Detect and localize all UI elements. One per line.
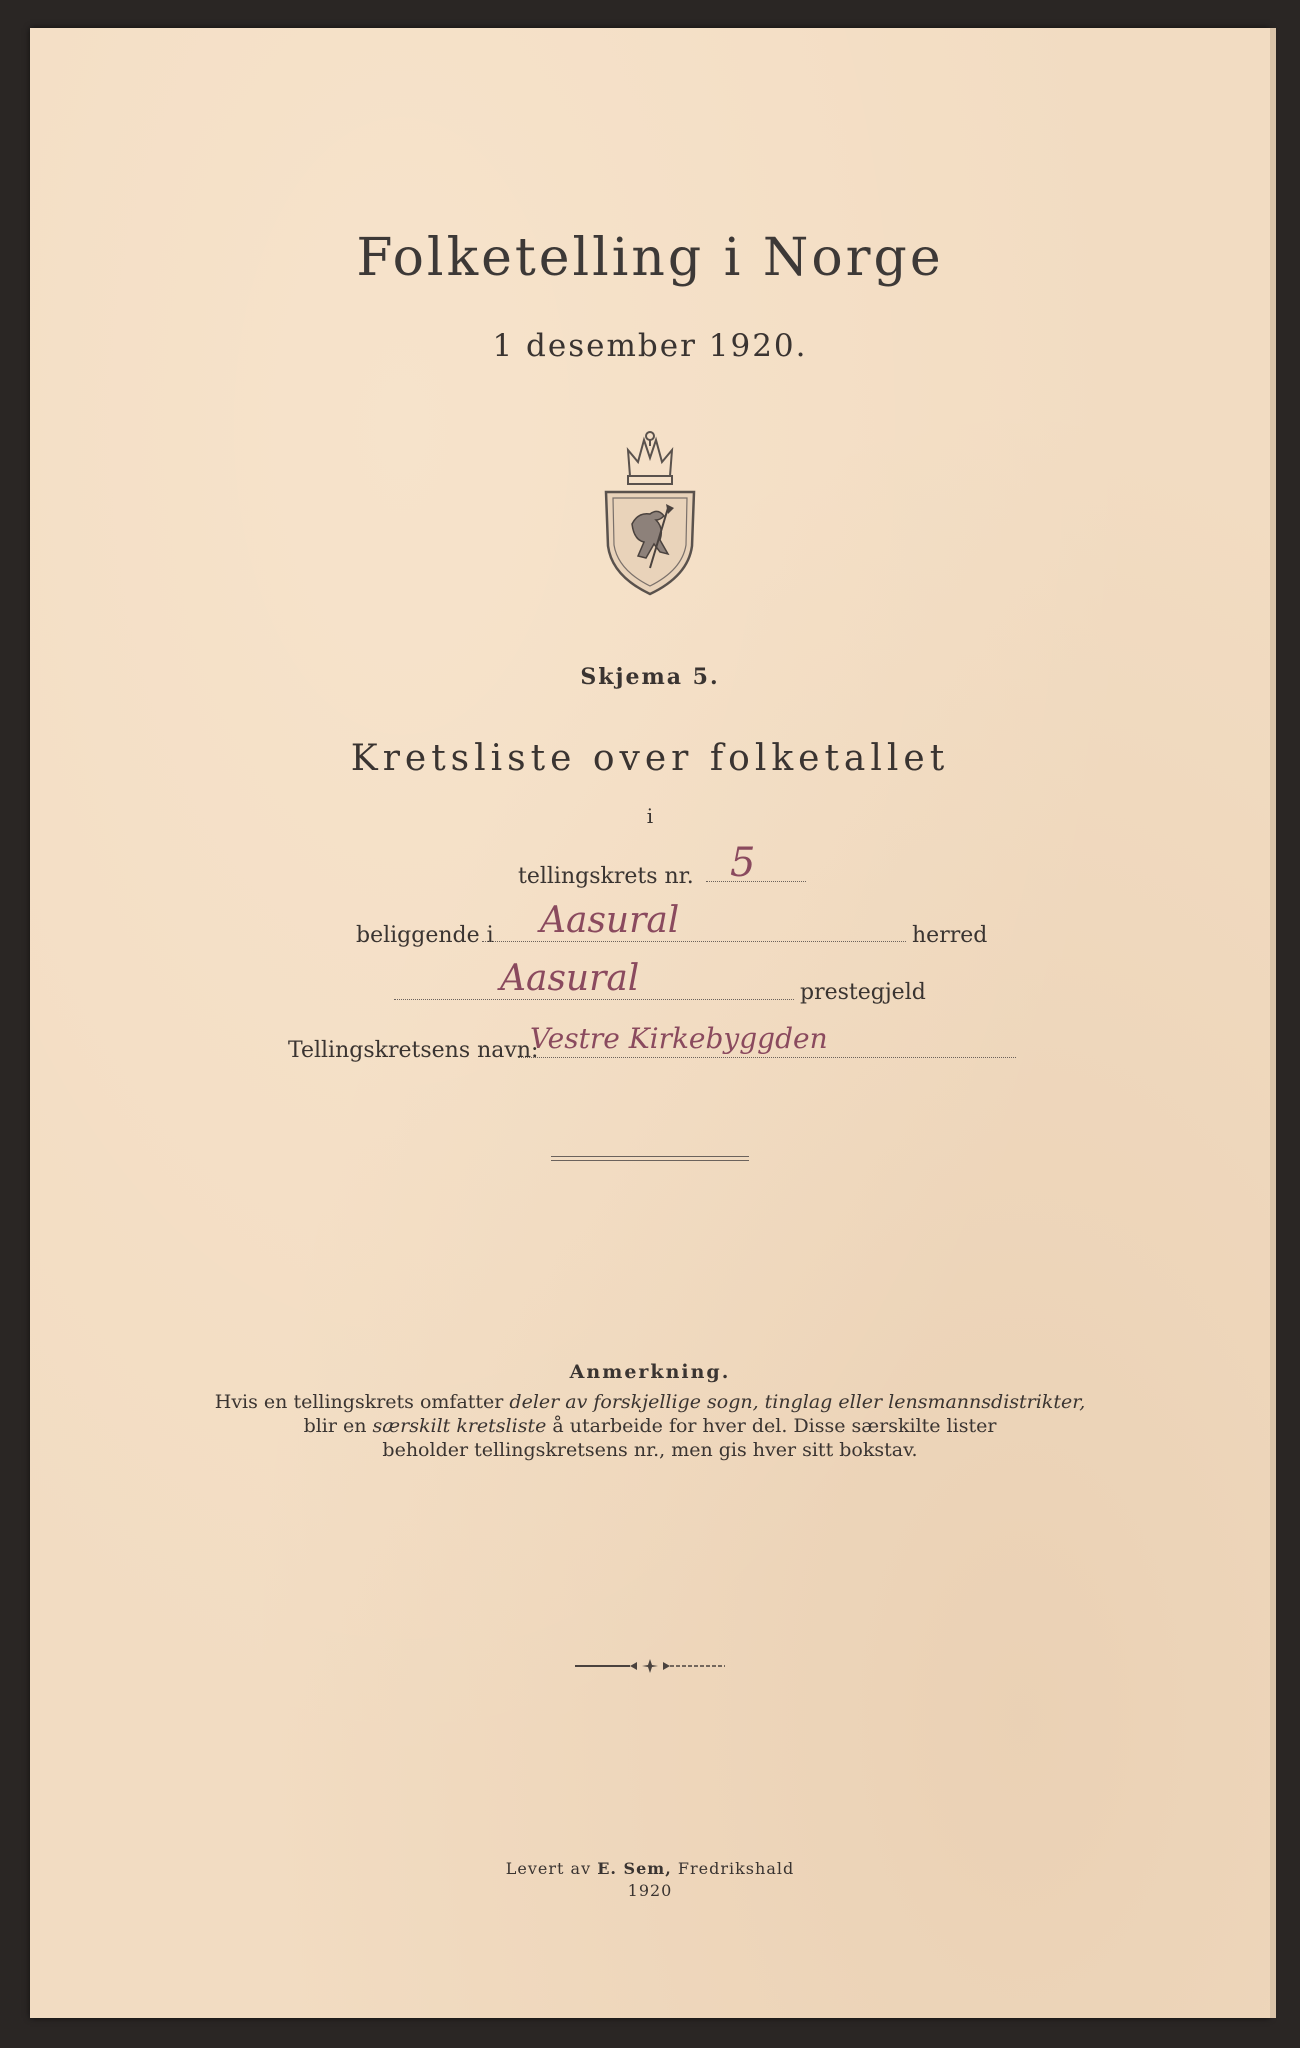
form-heading: Kretsliste over folketallet — [350, 738, 950, 779]
print-year: 1920 — [627, 1881, 673, 1900]
preposition-label: i — [646, 804, 654, 828]
remark-line-1-text: Hvis en tellingskrets omfatter — [214, 1391, 510, 1413]
remark-line-2-emphasis: særskilt kretsliste — [372, 1415, 547, 1437]
document-page — [30, 28, 1270, 2018]
located-in-value: Aasural — [540, 900, 680, 941]
remark-line-3: beholder tellingskretsens nr., men gis hver sitt bokstav. — [382, 1439, 918, 1461]
parish-label: prestegjeld — [800, 980, 926, 1005]
parish-line — [394, 999, 794, 1000]
district-name-label: Tellingskretsens navn: — [288, 1038, 539, 1063]
district-name-value: Vestre Kirkebyggden — [530, 1022, 828, 1055]
parish-value: Aasural — [500, 958, 640, 999]
ornament-divider-icon — [575, 1656, 725, 1676]
remark-line-2 — [30, 1414, 1270, 1438]
district-number-line — [706, 881, 806, 882]
herred-label: herred — [912, 923, 988, 948]
page-edge — [1270, 28, 1276, 2018]
remark-line-1-emphasis: deler av forskjellige sogn, tinglag eller lensmannsdistrikter, — [509, 1391, 1086, 1413]
located-in-label: beliggende i — [356, 923, 494, 948]
district-number-value: 5 — [730, 840, 756, 886]
remark-line-2-text: blir en — [303, 1415, 373, 1437]
census-date: 1 desember 1920. — [492, 328, 808, 364]
printer-prefix: Levert av — [505, 1859, 598, 1878]
schema-number: Skjema 5. — [580, 664, 720, 690]
printer-line — [30, 1858, 1270, 1880]
page-title: Folketelling i Norge — [356, 228, 944, 288]
printer-city: Fredrikshald — [671, 1859, 795, 1878]
district-number-label: tellingskrets nr. — [518, 864, 694, 889]
norwegian-coat-of-arms-icon — [598, 428, 702, 598]
located-in-line — [482, 941, 906, 942]
section-divider — [551, 1156, 749, 1161]
remark-line-1 — [30, 1390, 1270, 1414]
district-name-line — [518, 1057, 1016, 1058]
remark-line-2-end: å utarbeide for hver del. Disse særskilte lister — [546, 1415, 997, 1437]
printer-name: E. Sem, — [597, 1859, 672, 1878]
remark-heading: Anmerkning. — [569, 1361, 731, 1383]
